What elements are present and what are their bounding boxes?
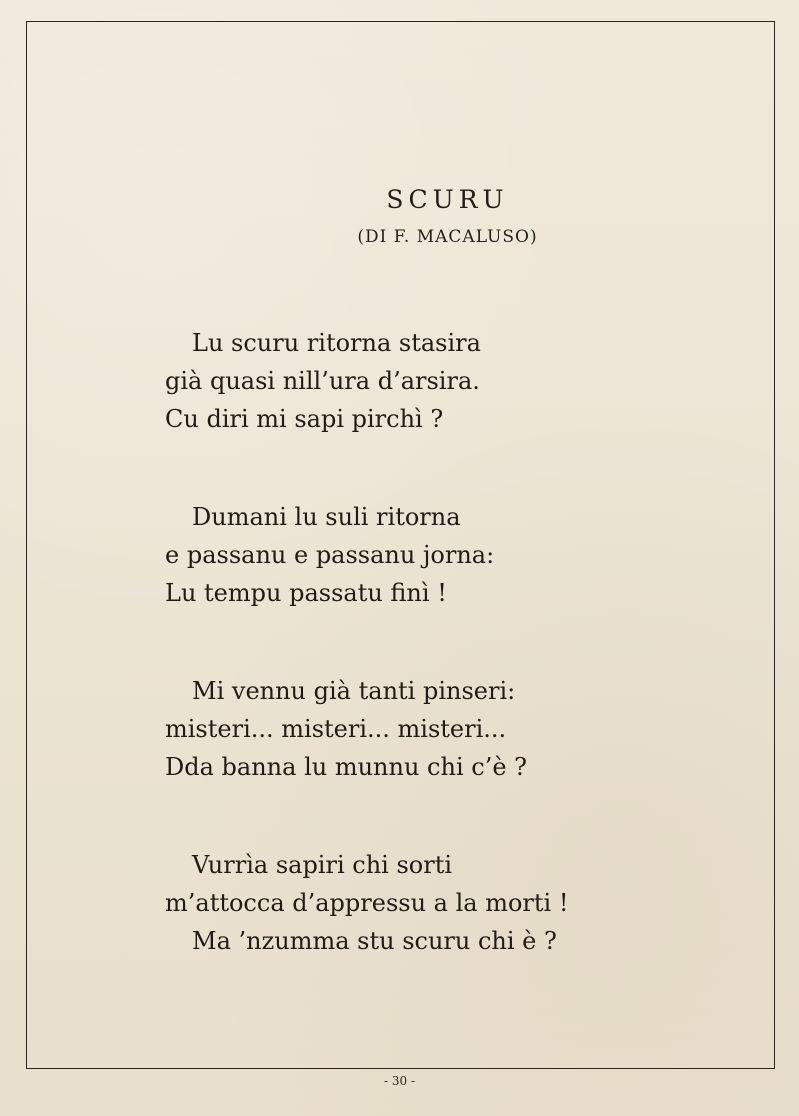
poem-line: Lu tempu passatu finì ! <box>165 579 447 607</box>
stanza-1 <box>165 324 685 438</box>
stanza-3 <box>165 672 685 786</box>
page-number: - 30 - <box>383 1074 415 1088</box>
stanza-4 <box>165 846 685 960</box>
poem-subtitle: (DI F. MACALUSO) <box>357 227 538 247</box>
poem-line: Vurrìa sapiri chi sorti <box>192 851 453 879</box>
poem-title: SCURU <box>386 185 509 214</box>
poem-line: già quasi nill’ura d’arsira. <box>165 367 480 395</box>
poem-line: Dumani lu suli ritorna <box>192 503 461 531</box>
poem-line: Lu scuru ritorna stasira <box>192 329 481 357</box>
poem-line: e passanu e passanu jorna: <box>165 541 495 569</box>
stanza-2 <box>165 498 685 612</box>
poem-line: Mi vennu già tanti pinseri: <box>192 677 516 705</box>
poem-line: misteri... misteri... misteri... <box>165 715 507 743</box>
poem-line: Ma ’nzumma stu scuru chi è ? <box>192 927 557 955</box>
poem-line: Dda banna lu munnu chi c’è ? <box>165 753 528 781</box>
poem-line: m’attocca d’appressu a la morti ! <box>165 889 569 917</box>
poem-line: Cu diri mi sapi pirchì ? <box>165 405 444 433</box>
